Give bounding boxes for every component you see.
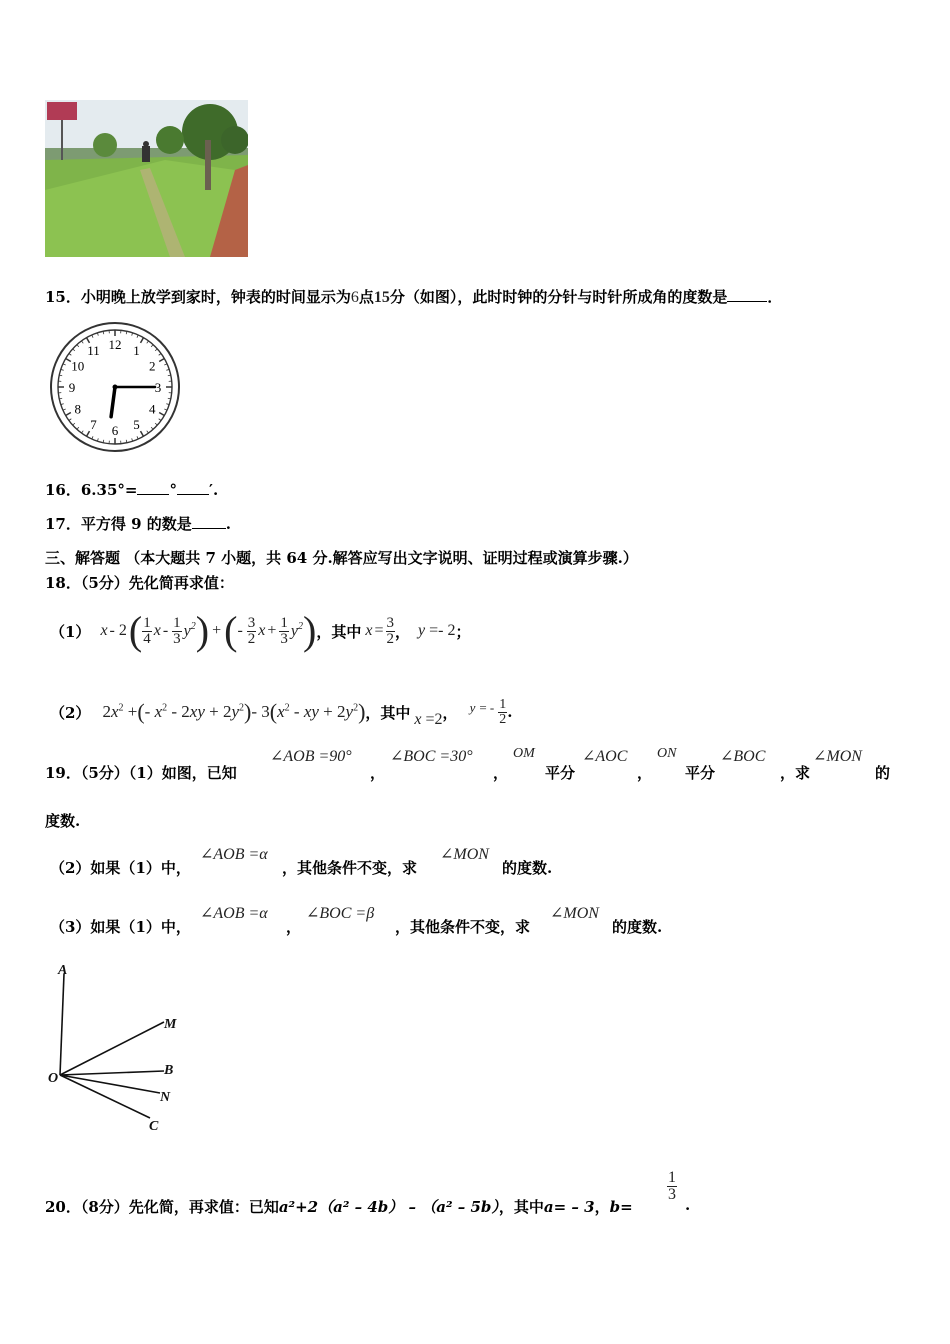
angle-boc: ∠BOC [720, 748, 766, 765]
clock-number: 3 [154, 380, 162, 395]
question-text: 分（如图），此时时钟的分针与时针所成角的度数是 [389, 288, 728, 306]
expression-part: - 2 [109, 622, 127, 639]
expression-part: $x^2$ - xy + $2y^2$ [277, 702, 359, 721]
minute-sign: ′. [208, 481, 219, 499]
angle-boc: ∠BOC =β [306, 905, 375, 922]
question-text: 6.35°= [80, 481, 138, 499]
ray-ob [60, 1071, 164, 1075]
part-label: （2） [50, 703, 91, 722]
ray-oa [60, 974, 64, 1075]
ray-om [60, 1022, 164, 1075]
expression-part: - $x^2 - 2xy + 2y^2$ [144, 702, 245, 721]
label-m: M [164, 1017, 177, 1032]
expression-part: y [418, 622, 426, 639]
clock-number: 7 [90, 417, 97, 433]
degree-sign: ° [169, 481, 177, 499]
question-intro: 19．（5分）（1）如图，已知 [45, 764, 237, 782]
part-label: （1） [50, 622, 91, 641]
question-text: 平方得 9 的数是 [80, 515, 192, 533]
label-a: A [58, 963, 68, 978]
ray-on: ON [657, 746, 677, 761]
angle-mon: ∠MON [550, 905, 599, 922]
expression-part: x [258, 622, 266, 639]
angle-aob: ∠AOB =α [200, 905, 268, 922]
fraction: $\frac{1}{2}$ [499, 696, 507, 727]
expression-part: - 3 [251, 702, 270, 721]
expression-part: x [365, 622, 373, 639]
question-19: 19．（5分）（1）如图，已知 ∠AOB =90° ， ∠BOC =30° ， OM 平分 ∠AOC ， ON 平分 ∠BOC ，求 ∠MON 的 [45, 746, 891, 782]
question-text: 20．（8分）先化简，再求值：已知a²+2（a² – 4b） – （a² – 5b），其中a= – 3，b= [45, 1198, 633, 1216]
q18-part-2: （2） $2x^2$ + ( - $x^2 - 2xy + 2y^2$ ) - 3 ( $x^2$ - xy + $2y^2$ ) ，其中 x =2 ， y = - $\frac{1}{2}$ . [50, 696, 513, 728]
paren-right: ) [195, 608, 210, 653]
question-number: 17． [45, 515, 81, 533]
expression-part: = [374, 622, 384, 639]
section-heading [45, 547, 638, 568]
question-number: 15． [45, 288, 81, 306]
expression-part: $2x^2$ + [102, 702, 138, 721]
q19-part-2: （2）如果（1）中， ∠AOB =α ，其他条件不变，求 ∠MON 的度数. [50, 846, 553, 877]
ray-oc [60, 1075, 150, 1118]
angle-figure [40, 960, 200, 1140]
park-photo-image [45, 100, 248, 257]
answer-blank[interactable] [192, 514, 226, 529]
question-text: 小明晚上放学到家时，钟表的时间显示为 [80, 288, 351, 306]
minute-blank[interactable] [177, 480, 209, 495]
expression-part: x [153, 622, 161, 639]
clock-number: 12 [108, 337, 122, 352]
clock-number: 5 [133, 417, 140, 433]
clock-number: 8 [74, 401, 82, 417]
fraction: $\frac{3}{2}$ [247, 614, 256, 647]
angle-mon: ∠MON [813, 748, 862, 765]
expression-part: - [162, 622, 169, 639]
question-number: 16． [45, 481, 81, 499]
angle-aob: ∠AOB =90° [270, 748, 352, 765]
section-title: 三、解答题 [45, 549, 121, 567]
expression-part: + [212, 622, 222, 639]
answer-blank[interactable] [727, 287, 767, 302]
q19-part-3: （3）如果（1）中， ∠AOB =α ， ∠BOC =β ，其他条件不变，求 ∠MON 的度数. [50, 905, 663, 936]
fraction: $\frac{3}{2}$ [386, 614, 394, 647]
angle-diagram [40, 960, 200, 1140]
expression-part: - [237, 622, 243, 639]
hour-value: 6 [350, 289, 359, 306]
paren-right: ) [303, 608, 317, 653]
a-value: a= – 3 [543, 1198, 595, 1216]
expression-part: + [267, 622, 277, 639]
angle-mon: ∠MON [440, 846, 489, 863]
question-16 [45, 479, 218, 500]
expression-part: y [469, 700, 476, 715]
question-text: ． [767, 288, 783, 306]
park-photo [45, 100, 248, 257]
where-text: ，其中 [365, 703, 411, 722]
clock-number: 9 [68, 380, 76, 395]
ray-on [60, 1075, 160, 1093]
fraction: $\frac{1}{3}$ [280, 614, 288, 647]
degree-blank[interactable] [137, 480, 169, 495]
question-20: 20．（8分）先化简，再求值：已知a²+2（a² – 4b） – （a² – 5b），其中a= – 3，b= $\frac{1}{3}$ . [45, 1169, 691, 1216]
paren-left: ( [128, 608, 143, 653]
clock-number: 6 [111, 423, 119, 438]
fraction: $\frac{1}{3}$ [173, 614, 181, 647]
where-text: ，其中 [316, 622, 362, 641]
label-o: O [48, 1071, 59, 1086]
clock-face [48, 320, 182, 454]
clock-number: 11 [87, 342, 100, 358]
clock-number: 4 [148, 401, 156, 417]
fraction: $\frac{1}{3}$ [668, 1169, 676, 1203]
expression-part: =- 2 [429, 622, 456, 639]
question-text: 点 [358, 288, 374, 306]
question-intro: （5分）先化简再求值： [80, 574, 234, 592]
angle-aoc: ∠AOC [582, 748, 628, 765]
clock-number: 1 [133, 342, 140, 358]
expression-part: $y^2$ [183, 621, 196, 640]
question-15 [45, 286, 782, 307]
clock-number: 10 [71, 358, 85, 374]
question-number: 18． [45, 574, 81, 592]
expression: a²+2（a² – 4b） – （a² – 5b） [278, 1198, 499, 1216]
question-19-cont: 度数. [45, 812, 81, 830]
question-18 [45, 572, 234, 593]
paren-left: ( [224, 608, 238, 653]
q18-part-1: （1） x - 2 ( $\frac{1}{4}$ x - $\frac{1}{3}$ $y^2$ ) + ( - $\frac{3}{2}$ x + $\frac{1}{3}$ $y^2$ ) ，其中 x = $\frac{3}{2}$ ， y =- 2 ； [50, 608, 471, 653]
angle-aob: ∠AOB =α [200, 846, 268, 863]
minute-value: 15 [373, 289, 390, 306]
label-c: C [149, 1119, 159, 1134]
clock-figure [48, 320, 182, 454]
label-b: B [164, 1063, 174, 1078]
clock-number: 2 [148, 358, 156, 374]
expression-part: x [100, 622, 108, 639]
angle-boc: ∠BOC =30° [390, 748, 473, 765]
fraction: $\frac{1}{4}$ [143, 614, 151, 647]
label-n: N [160, 1090, 171, 1105]
question-17: 17．平方得 9 的数是 . [45, 515, 231, 533]
expression-part: $y^2$ [290, 621, 304, 640]
section-note: （本大题共 7 小题，共 64 分.解答应写出文字说明、证明过程或演算步骤.） [125, 549, 638, 567]
expression-part: x =2 [414, 711, 443, 728]
ray-om: OM [513, 746, 535, 761]
